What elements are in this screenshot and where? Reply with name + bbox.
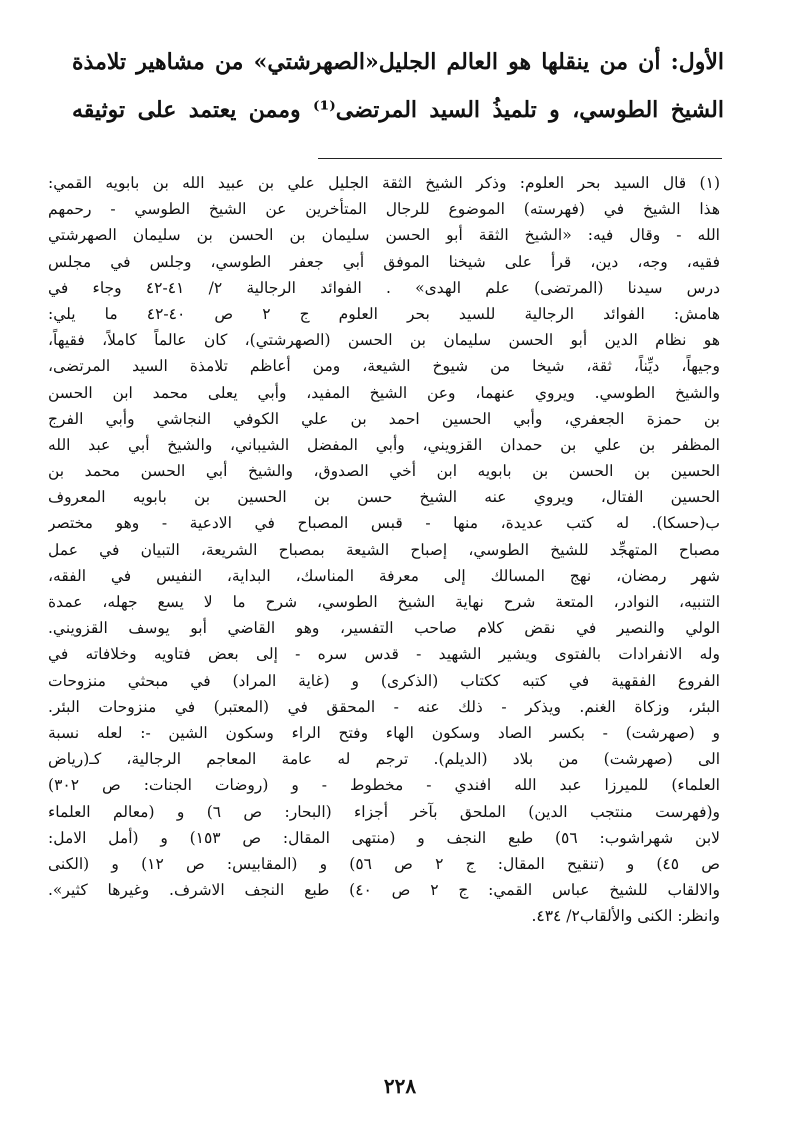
footnote-line: هامش: الفوائد الرجالية للسيد بحر العلوم ج ٢ ص ٤٠-٤٢ ما يلي: — [48, 304, 720, 323]
footnote-line: المظفر بن علي بن حمدان القزويني، وأبي المفضل الشيباني، والشيخ أبي عبد الله — [48, 435, 720, 454]
footnote-line: والشيخ الطوسي. ويروي عنهما، وعن الشيخ المفيد، وأبي يعلى محمد ابن الحسن — [48, 383, 720, 402]
footnote-line: فقيه، وجه، دين، قرأ على شيخنا الموفق أبي جعفر الطوسي، وجلس في مجلس — [48, 252, 720, 271]
footnote-line: درس سيدنا (المرتضى) علم الهدى» . الفوائد الرجالية ٢/ ٤١-٤٢ وجاء في — [48, 278, 720, 297]
footnote-line: و (صهرشت) - بكسر الصاد وسكون الهاء وفتح الراء وسكون الشين -: لعله نسبة — [48, 723, 720, 742]
footnote-line: الفروع الفقهية في كتبه ككتاب (الذكرى) و (غاية المراد) في مبحثي منزوحات — [48, 671, 720, 690]
footnote-line: الحسين بن الحسن بن بابويه ابن أخي الصدوق، والشيخ أبي الحسن محمد بن — [48, 462, 720, 481]
footnote-line: وانظر: الكنى والألقاب٢/ ٤٣٤. — [531, 907, 720, 926]
footnote-line: و(فهرست منتجب الدين) الملحق بآخر أجزاء (البحار: ص ٦) و (معالم العلماء — [48, 802, 720, 821]
footnote-line: شهر رمضان، نهج المسالك إلى معرفة المناسك، البداية، النفيس في الفقه، — [48, 566, 720, 585]
footnote-line: والالقاب للشيخ عباس القمي: ج ٢ ص ٤٠) طبع النجف الاشرف. وغيرها كثير». — [48, 881, 720, 900]
footnote-line: بن حمزة الجعفري، وأبي الحسين احمد بن علي الكوفي النجاشي وأبي الفرج — [48, 409, 720, 428]
footnote-line: مصباح المتهجِّد للشيخ الطوسي، إصباح الشيعة بمصباح الشريعة، التبيان في عمل — [48, 540, 720, 559]
footnote-line: وله الانفرادات بالفتوى ويشير الشهيد - قدس سره - إلى بعض فتاويه وخلافاته في — [48, 645, 720, 664]
footnote-line: لابن شهراشوب: ٥٦) طبع النجف و (منتهى المقال: ص ١٥٣) و (أمل الامل: — [48, 828, 720, 847]
footnote-line: الحسين الفتال، ويروي عنه الشيخ حسن بن الحسين بن بابويه المعروف — [48, 488, 720, 507]
footnote-line: هو نظام الدين أبو الحسن سليمان بن الحسن (الصهرشتي)، كان عالماً كاملاً، فقيهاً، — [48, 331, 720, 350]
footnote-line: الله - وقال فيه: «الشيخ الثقة أبو الحسن سليمان بن الحسن بن سليمان الصهرشتي — [48, 226, 720, 245]
footnote-line: الولي والنصير في نقض كلام صاحب التفسير، وهو القاضي أبو يوسف القزويني. — [48, 619, 720, 638]
footnote-line: العلماء) للميرزا عبد الله افندي - مخطوط - و (روضات الجنات: ص ٣٠٢) — [48, 776, 720, 795]
footnote-line: البئر، وزكاة الغنم. ويذكر - ذلك عنه - المحقق في (المعتبر) في منزوحات البئر. — [48, 697, 720, 716]
main-text — [72, 38, 724, 134]
page-number: ٢٢٨ — [383, 1074, 417, 1098]
footnote-line: الى (صهرشت) من بلاد (الديلم). ترجم له عامة المعاجم الرجالية، كـ(رياض — [48, 750, 720, 769]
footnote-line: (١) قال السيد بحر العلوم: وذكر الشيخ الثقة الجليل علي بن عبيد الله بن بابويه القمي: — [48, 174, 720, 192]
main-text-line: الشيخ الطوسي، و تلميذُ السيد المرتضى⁽¹⁾ وممن يعتمد على توثيقه — [72, 97, 724, 123]
footnote-line: التنبيه، النوادر، المتعة شرح نهاية الشيخ الطوسي، شرح ما لا يسع جهله، عمدة — [48, 593, 720, 611]
footnote-line: وجيهاً، ديِّناً، ثقة، شيخا من شيوخ الشيعة، ومن أعاظم تلامذة السيد المرتضى، — [48, 357, 720, 376]
main-text-line: الأول: أن من ينقلها هو العالم الجليل«الصهرشتي» من مشاهير تلامذة — [72, 49, 724, 75]
footnote-line: ص ٤٥) و (تنقيح المقال: ج ٢ ص ٥٦) و (المقابيس: ص ١٢) و (الكنى — [48, 854, 720, 873]
footnote-line: هذا الشيخ في (فهرسته) الموضوع للرجال المتأخرين عن الشيخ الطوسي - رحمهم — [48, 200, 720, 219]
footnote-line: ب(حسكا). له كتب عديدة، منها - قبس المصباح في الادعية - وهو مختصر — [48, 514, 720, 533]
footnote — [48, 170, 720, 929]
footnote-divider — [318, 158, 722, 159]
